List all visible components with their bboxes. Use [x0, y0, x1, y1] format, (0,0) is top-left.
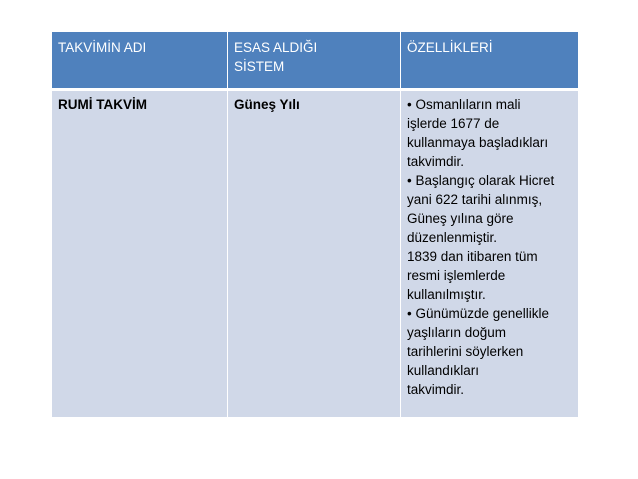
table-row: [52, 91, 578, 417]
header-base-system-label: ESAS ALDIĞI SİSTEM: [234, 40, 318, 74]
calendar-table: [52, 32, 578, 417]
header-base-system: [228, 32, 401, 88]
cell-base-system: Güneş Yılı: [228, 91, 401, 417]
header-features: [401, 32, 578, 88]
table-header-row: [52, 32, 578, 91]
header-calendar-name: [52, 32, 228, 88]
header-calendar-name-label: TAKVİMİN ADI: [58, 40, 147, 55]
header-features-label: ÖZELLİKLERİ: [407, 40, 493, 55]
cell-calendar-name: RUMİ TAKVİM: [52, 91, 228, 417]
cell-features: • Osmanlıların mali işlerde 1677 de kullanmaya başladıkları takvimdir. • Başlangıç olarak Hicret yani 622 tarihi alınmış, Güneş yılına göre düzenlenmiştir. 1839 dan itibaren tüm resmi işlemlerde kullanılmıştır. • Günümüzde genellikle yaşlıların doğum tarihlerini söylerken kullandıkları takvimdir.: [401, 91, 578, 417]
